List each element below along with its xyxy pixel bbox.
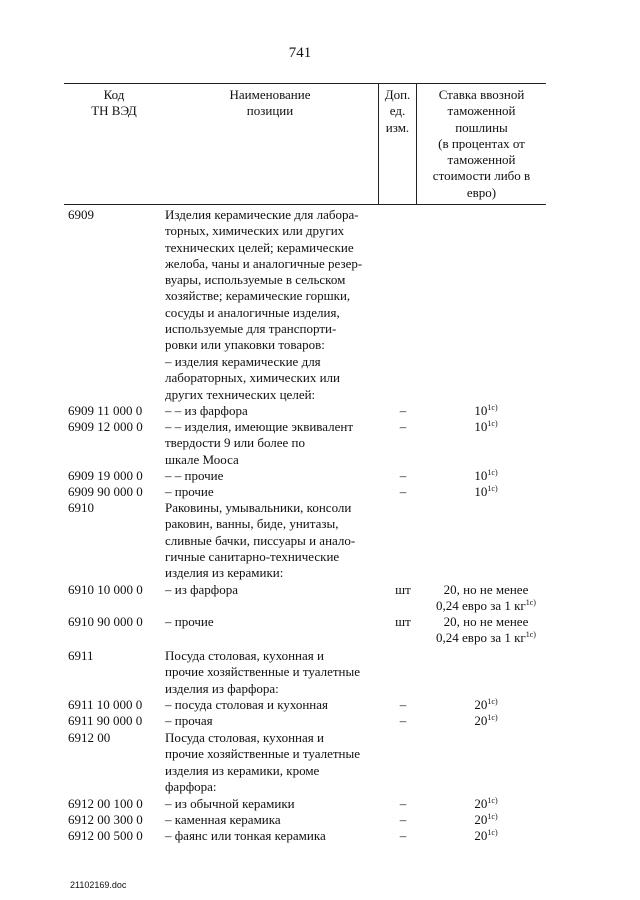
row-code: 6909: [68, 207, 94, 222]
rate-footnote: 1c): [487, 468, 498, 477]
row-code: 6910 90 000 0: [68, 614, 143, 629]
rate-value: 10: [474, 419, 488, 434]
row-name: Изделия керамические для лабора- торных, химических или других технических целей; керамические желоба, чаны и аналогичные резер- вуары, используемые в сельском хозяйстве; керамические горшки, сосуды и аналогичные изделия, используемые для транспорти- ровки или упаковки товаров:: [165, 207, 363, 353]
row-code: 6912 00 500 0: [68, 828, 143, 843]
row-unit: –: [399, 697, 407, 712]
row-rate: [426, 468, 546, 484]
row-unit: –: [399, 828, 407, 843]
footer-filename: 21102169.doc: [70, 880, 127, 890]
rate-value: 20: [474, 812, 488, 827]
row-name: – посуда столовая и кухонная: [165, 697, 329, 712]
row-name: – фаянс или тонкая керамика: [165, 828, 326, 843]
table-top-rule: [64, 83, 546, 84]
row-unit: шт: [395, 582, 411, 597]
row-code: 6909 12 000 0: [68, 419, 143, 434]
row-unit: –: [399, 484, 407, 499]
rate-value: 20: [474, 796, 488, 811]
row-code: 6912 00: [68, 730, 111, 745]
rate-footnote: 1c): [487, 403, 498, 412]
row-code: 6909 90 000 0: [68, 484, 143, 499]
rate-footnote: 1c): [487, 796, 498, 805]
row-name: – – изделия, имеющие эквивалент твердости 9 или более по шкале Мооса: [165, 419, 354, 467]
page-number: 741: [288, 45, 312, 61]
row-unit: –: [399, 419, 407, 434]
header-unit: Доп. ед. изм.: [384, 87, 411, 135]
row-unit: –: [399, 468, 407, 483]
header-rate: Ставка ввозной таможенной пошлины (в процентах от таможенной стоимости либо в евро): [432, 87, 531, 200]
rate-value: 20, но не менее 0,24 евро за 1 кг: [436, 582, 529, 614]
row-name: – изделия керамические для лабораторных, химических или других технических целей:: [165, 354, 340, 402]
row-name: – прочие: [165, 614, 214, 629]
row-code: 6912 00 100 0: [68, 796, 143, 811]
row-code: 6911: [68, 648, 94, 663]
row-code: 6912 00 300 0: [68, 812, 143, 827]
row-unit: –: [399, 713, 407, 728]
row-unit: –: [399, 812, 407, 827]
row-code: 6909 11 000 0: [68, 403, 143, 418]
row-code: 6910: [68, 500, 94, 515]
row-rate: [426, 812, 546, 828]
row-unit: –: [399, 796, 407, 811]
rate-value: 20: [474, 828, 488, 843]
row-rate: [426, 713, 546, 729]
row-name: Раковины, умывальники, консоли раковин, ванны, биде, унитазы, сливные бачки, писсуары и анало- гичные санитарно-технические изделия из керамики:: [165, 500, 356, 581]
rate-footnote: 1c): [487, 697, 498, 706]
rate-value: 20: [474, 697, 488, 712]
row-name: – – прочие: [165, 468, 224, 483]
header-code: Код ТН ВЭД: [91, 87, 137, 119]
row-unit: –: [399, 403, 407, 418]
rate-value: 20, но не менее 0,24 евро за 1 кг: [436, 614, 529, 646]
row-name: – из фарфора: [165, 582, 238, 597]
row-name: – каменная керамика: [165, 812, 281, 827]
row-rate: [426, 614, 546, 647]
row-rate: [426, 419, 546, 435]
header-bottom-rule: [64, 204, 546, 205]
row-rate: [426, 484, 546, 500]
row-code: 6911 10 000 0: [68, 697, 143, 712]
row-rate: [426, 697, 546, 713]
row-unit: шт: [395, 614, 411, 629]
row-rate: [426, 796, 546, 812]
rate-value: 10: [474, 403, 488, 418]
row-code: 6909 19 000 0: [68, 468, 143, 483]
rate-value: 10: [474, 484, 488, 499]
row-name: – прочие: [165, 484, 214, 499]
rate-footnote: 1c): [487, 812, 498, 821]
rate-footnote: 1c): [487, 828, 498, 837]
row-name: Посуда столовая, кухонная и прочие хозяйственные и туалетные изделия из керамики, кроме фарфора:: [165, 730, 360, 794]
row-name: – – из фарфора: [165, 403, 248, 418]
row-code: 6911 90 000 0: [68, 713, 143, 728]
rate-footnote: 1c): [487, 419, 498, 428]
rate-value: 20: [474, 713, 488, 728]
rate-footnote: 1c): [487, 713, 498, 722]
row-rate: [426, 582, 546, 615]
rate-value: 10: [474, 468, 488, 483]
rate-footnote: 1c): [525, 630, 536, 640]
row-code: 6910 10 000 0: [68, 582, 143, 597]
header-name: Наименование позиции: [229, 87, 311, 119]
row-rate: [426, 403, 546, 419]
row-name: Посуда столовая, кухонная и прочие хозяйственные и туалетные изделия из фарфора:: [165, 648, 360, 696]
row-rate: [426, 828, 546, 844]
rate-footnote: 1c): [487, 484, 498, 493]
rate-footnote: 1c): [525, 598, 536, 608]
row-name: – прочая: [165, 713, 213, 728]
row-name: – из обычной керамики: [165, 796, 295, 811]
